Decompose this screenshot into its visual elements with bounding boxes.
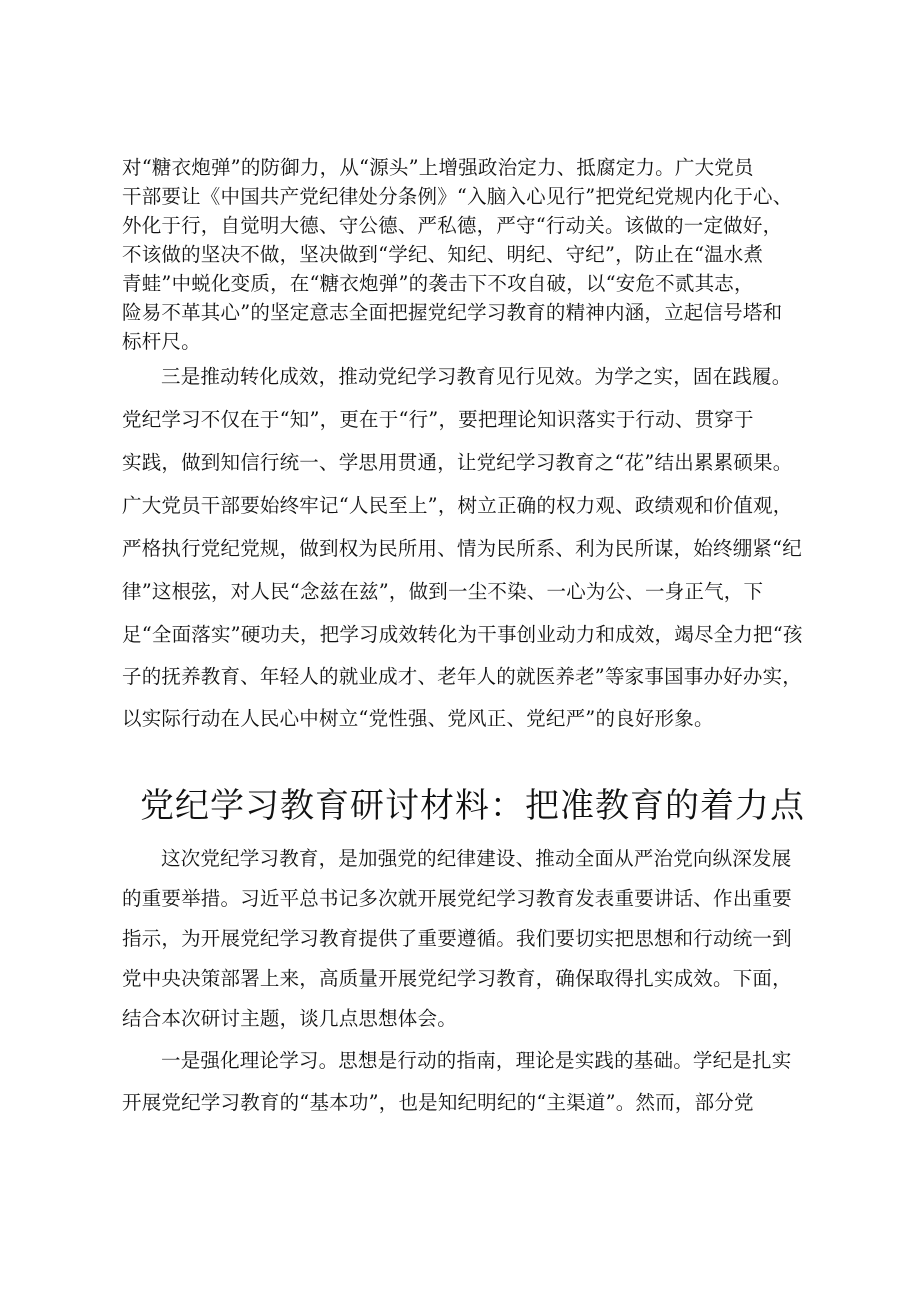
paragraph-line: 这次党纪学习教育，是加强党的纪律建设、推动全面从严治党向纵深发展 (161, 847, 792, 870)
paragraph-line: 开展党纪学习教育的“基本功”，也是知纪明纪的“主渠道”。然而，部分党 (122, 1091, 754, 1114)
paragraph-line: 实践，做到知信行统一、学思用贯通，让党纪学习教育之“花”结出累累硕果。 (122, 451, 793, 474)
paragraph-line: 一是强化理论学习。思想是行动的指南，理论是实践的基础。学纪是扎实 (161, 1049, 792, 1072)
paragraph-line: 广大党员干部要始终牢记“人民至上”，树立正确的权力观、政绩观和价值观， (122, 494, 793, 517)
paragraph-line: 不该做的坚决不做，坚决做到“学纪、知纪、明纪、守纪”，防止在“温水煮 (122, 243, 764, 266)
paragraph-line: 青蛙”中蜕化变质，在“糖衣炮弹”的袭击下不攻自破，以“安危不贰其志， (122, 272, 754, 295)
paragraph-line: 险易不革其心”的坚定意志全面把握党纪学习教育的精神内涵，立起信号塔和 (122, 301, 783, 324)
paragraph-line: 标杆尺。 (122, 330, 201, 353)
article-title: 党纪学习教育研讨材料：把准教育的着力点 (140, 786, 805, 826)
paragraph-line: 子的抚养教育、年轻人的就业成才、老年人的就医养老”等家事国事办好办实， (122, 665, 802, 688)
paragraph-line: 结合本次研讨主题，谈几点思想体会。 (122, 1007, 457, 1030)
paragraph-line: 严格执行党纪党规，做到权为民所用、情为民所系、利为民所谋，始终绷紧“纪 (122, 537, 802, 560)
paragraph-line: 的重要举措。习近平总书记多次就开展党纪学习教育发表重要讲话、作出重要 (122, 887, 792, 910)
paragraph-line: 干部要让《中国共产党纪律处分条例》“入脑入心见行”把党纪党规内化于心、 (122, 185, 793, 208)
paragraph-line: 对“糖衣炮弹”的防御力，从“源头”上增强政治定力、抵腐定力。广大党员 (122, 156, 754, 179)
paragraph-line: 律”这根弦，对人民“念兹在兹”，做到一尘不染、一心为公、一身正气，下 (122, 580, 764, 603)
paragraph-line: 党纪学习不仅在于“知”，更在于“行”，要把理论知识落实于行动、贯穿于 (122, 408, 754, 431)
paragraph-line: 指示，为开展党纪学习教育提供了重要遵循。我们要切实把思想和行动统一到 (122, 927, 792, 950)
paragraph-line: 足“全面落实”硬功夫，把学习成效转化为干事创业动力和成效，竭尽全力把“孩 (122, 623, 803, 646)
paragraph-line: 以实际行动在人民心中树立“党性强、党风正、党纪严”的良好形象。 (122, 707, 714, 730)
paragraph-line: 外化于行，自觉明大德、守公德、严私德，严守“行动关。该做的一定做好， (122, 214, 783, 237)
paragraph-line: 三是推动转化成效，推动党纪学习教育见行见效。为学之实，固在践履。 (161, 365, 792, 388)
paragraph-line: 党中央决策部署上来，高质量开展党纪学习教育，确保取得扎实成效。下面， (122, 967, 792, 990)
